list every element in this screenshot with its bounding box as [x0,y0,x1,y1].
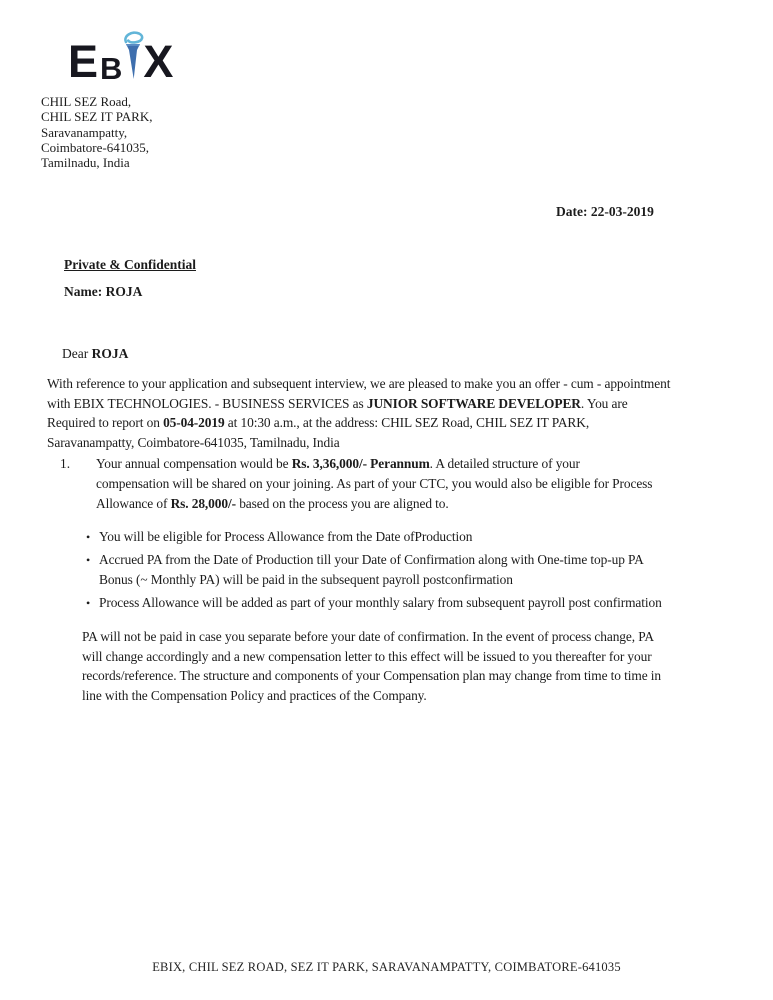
text-segment: Required to report on [47,415,164,431]
salutation-prefix: Dear [62,346,92,361]
paragraph-line: records/reference. The structure and components of your Compensation plan may change from time to time in [82,668,661,684]
confidential-heading: Private & Confidential [64,257,196,272]
intro-paragraph [47,374,670,452]
bullet-icon: • [86,553,91,567]
paragraph-line [96,494,652,514]
bullet-icon: • [86,530,91,544]
recipient-name-line: Name: ROJA [64,284,143,299]
ebix-logo [68,29,174,88]
paragraph-line [47,374,670,394]
annual-compensation-amount: Rs. 3,36,000/- Perannum [291,456,430,471]
bullet-text: Process Allowance will be added as part of your monthly salary from subsequent payroll post confirmation [99,595,662,610]
list-number: 1. [60,456,71,471]
address-line: CHIL SEZ Road, [41,94,132,109]
bullet-list [86,527,662,616]
address-line: Tamilnadu, India [41,155,130,171]
process-allowance-amount: Rs. 28,000/- [170,496,236,511]
closing-paragraph [82,627,661,705]
address-line: Coimbatore-641035, [41,139,149,155]
bullet-text: Bonus (~ Monthly PA) will be paid in the subsequent payroll postconfirmation [99,572,513,587]
text-segment: . A detailed structure of your [429,456,580,471]
bullet-text: Accrued PA from the Date of Production till your Date of Confirmation along with One-time top-up PA [99,552,644,567]
paragraph-line [47,433,670,453]
paragraph-line: line with the Compensation Policy and practices of the Company. [82,687,427,703]
footer-address: EBIX, CHIL SEZ ROAD, SEZ IT PARK, SARAVANAMPATTY, COIMBATORE-641035 [152,960,621,974]
paragraph-line [96,454,652,474]
address-line: CHIL SEZ IT PARK, [41,109,153,125]
paragraph-line: will change accordingly and a new compensation letter to this effect will be issued to you thereafter for your [82,648,652,664]
text-segment: at 10:30 a.m., at the address: CHIL SEZ Road, CHIL SEZ IT PARK, [224,415,590,431]
sender-address [41,94,152,170]
salutation [62,346,128,362]
paragraph-line [47,394,670,414]
letter-date: Date: 22-03-2019 [556,204,654,219]
job-title-text: JUNIOR SOFTWARE DEVELOPER [366,395,581,411]
text-segment: . You are [580,395,628,411]
bullet-text: You will be eligible for Process Allowance from the Date ofProduction [99,529,473,544]
bullet-icon: • [86,596,91,610]
address-line: Saravanampatty, [41,124,128,140]
list-item [86,527,662,547]
logo-letter-e: E [68,36,99,88]
text-segment: With reference to your application and subsequent interview, we are pleased to make you an offer - cum - appointment [47,376,671,391]
salutation-name: ROJA [91,346,129,361]
list-item [86,550,662,590]
text-segment: Saravanampatty, Coimbatore-641035, Tamilnadu, India [47,434,340,450]
text-segment: with EBIX TECHNOLOGIES. - BUSINESS SERVICES as [47,395,367,411]
text-segment: based on the process you are aligned to. [235,496,449,511]
text-segment: Your annual compensation would be [96,456,292,471]
report-date-text: 05-04-2019 [163,415,225,431]
text-segment: Allowance of [96,496,171,511]
paragraph-line [96,474,652,494]
paragraph-line [47,413,670,433]
list-item [86,593,662,613]
text-segment: compensation will be shared on your joining. As part of your CTC, you would also be eligible for Process [96,476,653,491]
list-item-content [96,454,652,514]
logo-letter-x: X [143,36,174,88]
paragraph-line: PA will not be paid in case you separate before your date of confirmation. In the event of process change, PA [82,629,654,644]
logo-letter-b: B [100,50,123,86]
